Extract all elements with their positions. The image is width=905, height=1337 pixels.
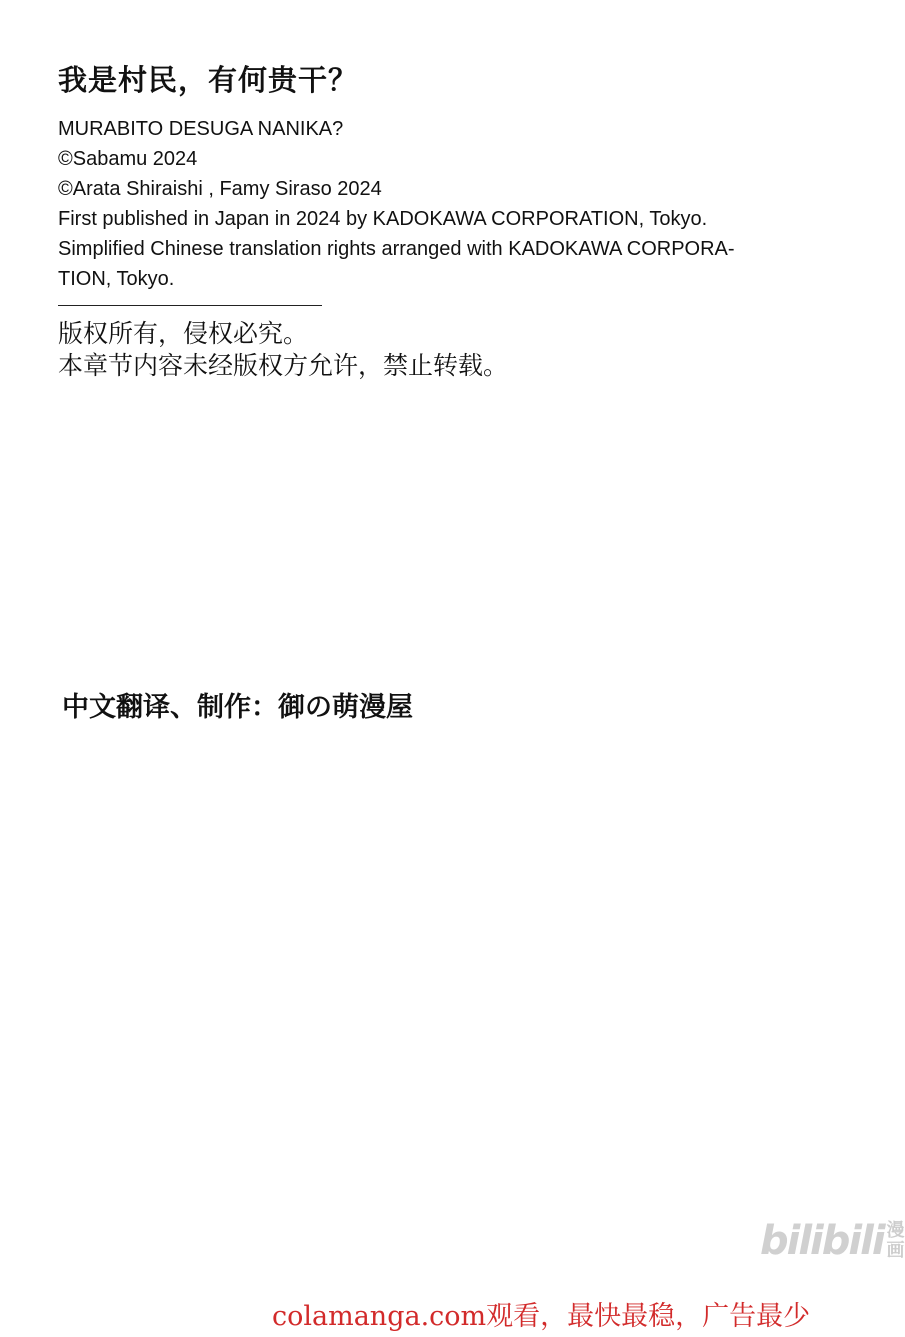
- translation-rights-line: Simplified Chinese translation rights arranged with KADOKAWA CORPORA-: [58, 238, 735, 260]
- translation-credit: 中文翻译、制作：御の萌漫屋: [62, 692, 413, 723]
- site-footer-banner: colamanga.com观看，最快最稳，广告最少: [272, 1301, 811, 1332]
- chapter-title: 我是村民，有何贵干？: [58, 63, 359, 97]
- watermark-manga-mark: [887, 1221, 905, 1261]
- watermark-mark-top: 漫: [886, 1220, 905, 1241]
- copyright-credits: [58, 114, 833, 294]
- rights-notice: [58, 318, 508, 382]
- publication-line: First published in Japan in 2024 by KADOKAWA CORPORATION, Tokyo.: [58, 208, 708, 230]
- watermark-wordmark: bilibili: [760, 1218, 884, 1264]
- no-reproduction-line: 本章节内容未经版权方允许，禁止转载。: [58, 351, 509, 380]
- watermark-mark-bottom: 画: [886, 1240, 905, 1261]
- copyright-line-sabamu: ©Sabamu 2024: [58, 148, 198, 170]
- bilibili-manga-watermark: [760, 1218, 905, 1264]
- translation-rights-line-continued: TION, Tokyo.: [58, 268, 175, 290]
- copyright-line-artists: ©Arata Shiraishi , Famy Siraso 2024: [58, 178, 382, 200]
- divider-rule: [58, 305, 322, 306]
- original-title-romaji: MURABITO DESUGA NANIKA?: [58, 118, 344, 140]
- rights-reserved-line: 版权所有，侵权必究。: [58, 319, 309, 348]
